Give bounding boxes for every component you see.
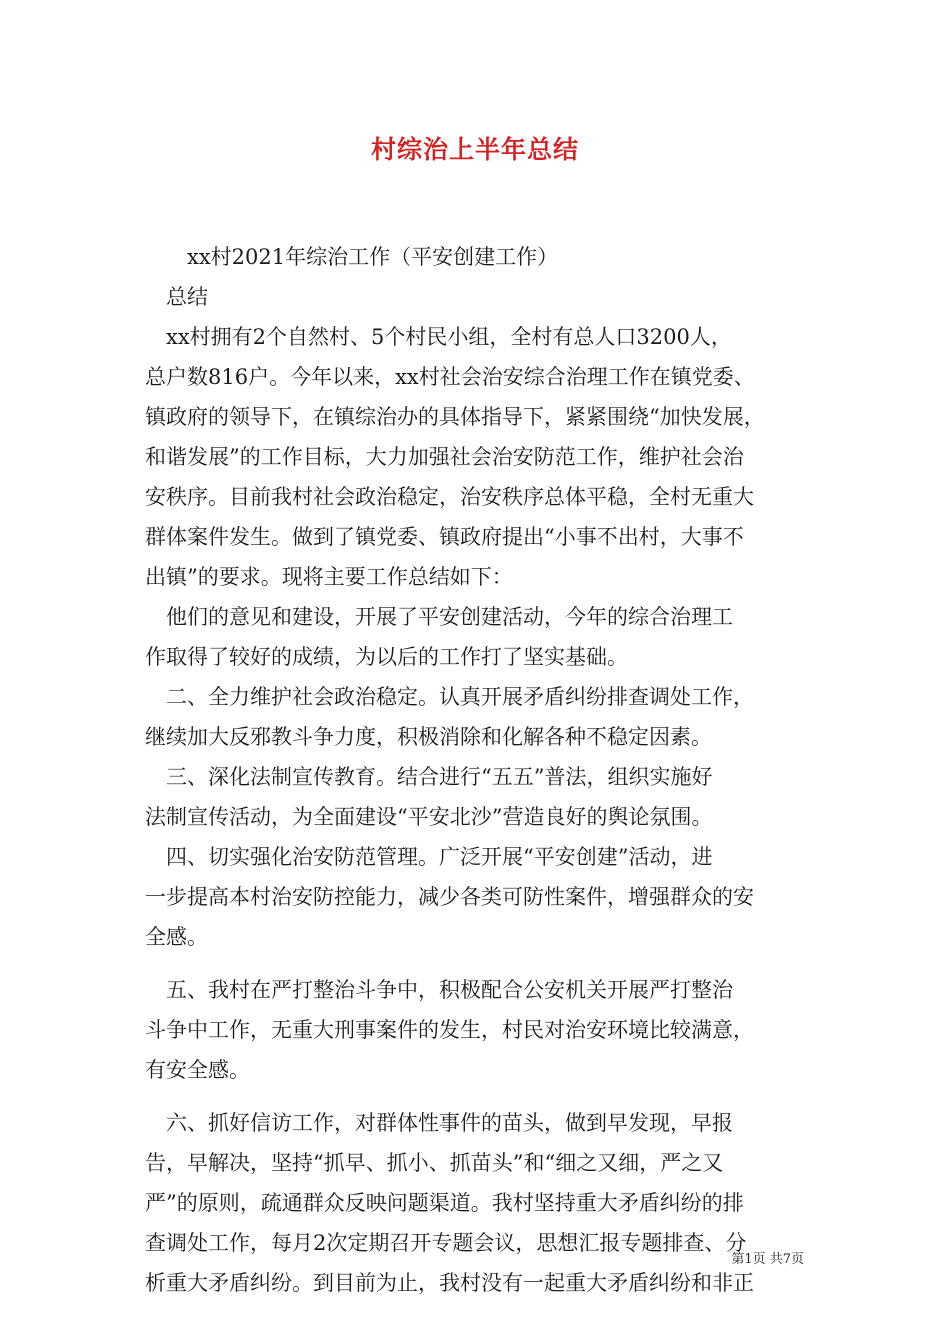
paragraph-gap	[145, 1090, 805, 1103]
text-line: xx村拥有2个自然村、5个村民小组，全村有总人口3200人，	[145, 325, 732, 349]
text-line: 和谐发展”的工作目标，大力加强社会治安防范工作，维护社会治	[145, 445, 744, 469]
text-line: 二、全力维护社会政治稳定。认真开展矛盾纠纷排查调处工作，	[145, 685, 754, 709]
text-line: 继续加大反邪教斗争力度，积极消除和化解各种不稳定因素。	[145, 725, 712, 749]
text-line: 析重大矛盾纠纷。到目前为止，我村没有一起重大矛盾纠纷和非正	[145, 1271, 754, 1295]
text-line: 出镇”的要求。现将主要工作总结如下：	[145, 565, 513, 589]
text-line: 总结	[145, 285, 208, 309]
text-line: 法制宣传活动，为全面建设“平安北沙”营造良好的舆论氛围。	[145, 805, 713, 829]
text-line: 斗争中工作，无重大刑事案件的发生，村民对治安环境比较满意，	[145, 1018, 754, 1042]
text-line: 全感。	[145, 925, 208, 949]
text-line: 六、抓好信访工作，对群体性事件的苗头，做到早发现，早报	[145, 1111, 733, 1135]
text-line: 查调处工作，每月2次定期召开专题会议，思想汇报专题排查、分	[145, 1231, 747, 1255]
text-line: 他们的意见和建设，开展了平安创建活动，今年的综合治理工	[145, 605, 733, 629]
text-line: 一步提高本村治安防控能力，减少各类可防性案件，增强群众的安	[145, 885, 754, 909]
text-line: 安秩序。目前我村社会政治稳定，治安秩序总体平稳，全村无重大	[145, 485, 754, 509]
document-body	[145, 237, 805, 1303]
text-line: xx村2021年综治工作（平安创建工作）	[145, 245, 559, 269]
text-line: 有安全感。	[145, 1058, 250, 1082]
document-title: 村综治上半年总结	[370, 135, 579, 164]
page-number: 第1页 共7页	[731, 1252, 804, 1267]
text-line: 告，早解决，坚持“抓早、抓小、抓苗头”和“细之又细，严之又	[145, 1151, 724, 1175]
paragraph-gap	[145, 957, 805, 970]
text-line: 作取得了较好的成绩，为以后的工作打了坚实基础。	[145, 645, 628, 669]
text-line: 总户数816户。今年以来，xx村社会治安综合治理工作在镇党委、	[145, 365, 755, 389]
text-line: 五、我村在严打整治斗争中，积极配合公安机关开展严打整治	[145, 978, 733, 1002]
text-line: 镇政府的领导下，在镇综治办的具体指导下，紧紧围绕“加快发展，	[145, 405, 765, 429]
text-line: 三、深化法制宣传教育。结合进行“五五”普法，组织实施好	[145, 765, 713, 789]
text-line: 四、切实强化治安防范管理。广泛开展“平安创建”活动，进	[145, 845, 713, 869]
text-line: 群体案件发生。做到了镇党委、镇政府提出“小事不出村，大事不	[145, 525, 744, 549]
text-line: 严”的原则，疏通群众反映问题渠道。我村坚持重大矛盾纠纷的排	[145, 1191, 744, 1215]
